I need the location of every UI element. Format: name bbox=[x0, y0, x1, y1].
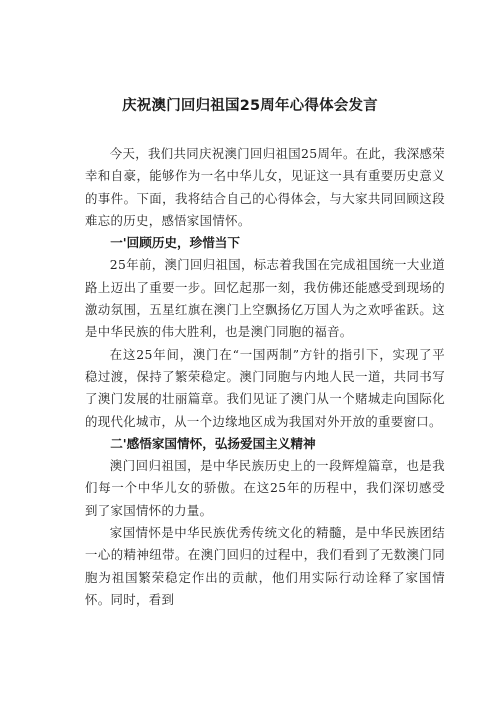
section1-paragraph-2: 在这25年间，澳门在“一国两制”方针的指引下，实现了平稳过渡，保持了繁荣稳定。澳门同胞与内地人民一道，共同书写了澳门发展的壮丽篇章。我们见证了澳门从一个赌城走向国际化的现代化城市，从一个边缘地区成为我国对外开放的重要窗口。 bbox=[85, 346, 445, 429]
intro-paragraph: 今天，我们共同庆祝澳门回归祖国25周年。在此，我深感荣幸和自豪，能够作为一名中华儿女，见证这一具有重要历史意义的事件。下面，我将结合自己的心得体会，与大家共同回顾这段难忘的历史，感悟家国情怀。 bbox=[85, 146, 445, 228]
section1-paragraph-1: 25年前，澳门回归祖国，标志着我国在完成祖国统一大业道路上迈出了重要一步。回忆起那一刻，我仿佛还能感受到现场的激动氛围，五星红旗在澳门上空飘扬亿万国人为之欢呼雀跃。这是中华民族的伟大胜利，也是澳门同胞的福音。 bbox=[85, 257, 445, 340]
document-title: 庆祝澳门回归祖国25周年心得体会发言 bbox=[122, 98, 378, 114]
section2-paragraph-2: 家国情怀是中华民族优秀传统文化的精髓，是中华民族团结一心的精神纽带。在澳门回归的过程中，我们看到了无数澳门同胞为祖国繁荣稳定作出的贡献，他们用实际行动诠释了家国情怀。同时，看到 bbox=[85, 525, 445, 607]
section2-paragraph-1: 澳门回归祖国，是中华民族历史上的一段辉煌篇章，也是我们每一个中华儿女的骄傲。在这25年的历程中，我们深切感受到了家国情怀的力量。 bbox=[85, 458, 445, 518]
section-heading-2: 二'感悟家国情怀，弘扬爱国主义精神 bbox=[110, 435, 316, 451]
document-body bbox=[85, 143, 445, 611]
section-heading-1: 一'回顾历史，珍惜当下 bbox=[110, 235, 240, 251]
